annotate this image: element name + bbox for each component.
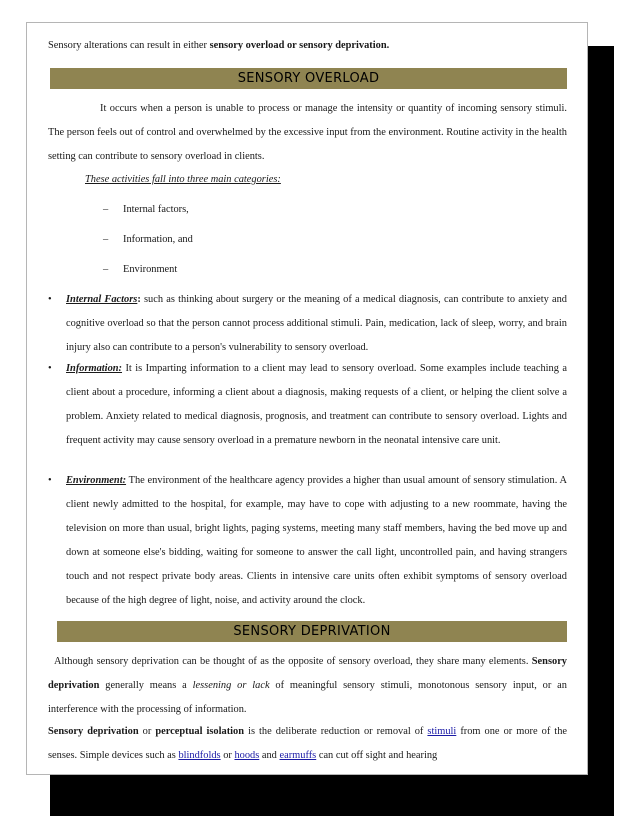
blindfolds-link[interactable]: blindfolds xyxy=(178,750,221,761)
deprivation-paragraph-2 xyxy=(48,720,567,768)
p2-or-2: or xyxy=(220,750,235,761)
intro-text: Sensory alterations can result in either xyxy=(48,40,210,51)
category-label: Environment xyxy=(123,264,178,275)
categories-intro xyxy=(85,168,567,192)
bullet-text xyxy=(66,357,567,453)
bullet-glyph: • xyxy=(48,363,52,374)
p2-mid: is the deliberate reduction or removal of xyxy=(244,726,428,737)
bullet-information xyxy=(48,357,567,453)
dash-glyph: – xyxy=(103,204,109,215)
p1-tail: of meaningful sensory stimuli, monotonous sensory input, or an interference with the processing of information. xyxy=(48,680,567,715)
p2-bold-term-1: Sensory deprivation xyxy=(48,726,139,737)
bullet-body: The environment of the healthcare agency provides a higher than usual amount of sensory stimulation. A client newly admitted to the hospital, for example, may have to cope with adjusting to a new roommate, having the television on more than usual, bright lights, paging systems, meeting many staff members, having the bed move up and down at someone else's bidding, waiting for someone to answer the call light, uncontrolled pain, and having strangers touch and not respect private body areas. Clients in intensive care units often exhibit symptoms of sensory overload because of the high degree of light, noise, and activity around the clock. xyxy=(66,475,567,606)
bullet-term: Environment: xyxy=(66,475,127,486)
category-label: Information, and xyxy=(123,234,193,245)
p2-or: or xyxy=(138,726,156,737)
p2-and: and xyxy=(259,750,280,761)
section-heading-deprivation xyxy=(57,621,567,642)
intro-paragraph xyxy=(48,34,567,58)
overload-paragraph: It occurs when a person is unable to process or manage the intensity or quantity of incoming sensory stimuli. The person feels out of control and overwhelmed by the excessive input from the environment. Routine activity in the health setting can contribute to sensory overload in clients. xyxy=(48,103,567,162)
p2-tail: can cut off sight and hearing xyxy=(316,750,438,761)
category-item xyxy=(103,198,189,222)
earmuffs-link[interactable]: earmuffs xyxy=(279,750,317,761)
heading-text: SENSORY OVERLOAD xyxy=(237,71,380,86)
bullet-text xyxy=(66,469,567,613)
p2-mid-2: from one or more of the senses. Simple devices such as xyxy=(48,726,567,761)
p1-bold-term: Sensory deprivation xyxy=(48,656,567,691)
section-heading-overload xyxy=(50,68,567,89)
bullet-body: such as thinking about surgery or the meaning of a medical diagnosis, can contribute to anxiety and cognitive overload so that the person cannot process additional stimuli. Pain, medication, lack of sleep, worry, and brain injury also can contribute to a person's vulnerability to sensory overload. xyxy=(66,294,568,353)
deprivation-paragraph-1 xyxy=(48,650,567,722)
bullet-glyph: • xyxy=(48,475,52,486)
p1-italic: lessening or lack xyxy=(192,680,270,691)
page-shadow-bottom xyxy=(50,775,614,816)
bullet-term: Information: xyxy=(66,363,123,374)
category-item xyxy=(103,228,193,252)
heading-text: SENSORY DEPRIVATION xyxy=(233,624,391,639)
dash-glyph: – xyxy=(103,234,109,245)
p1-mid: generally means a xyxy=(99,680,193,691)
p1-lead: Although sensory deprivation can be thought of as the opposite of sensory overload, they share many elements. xyxy=(54,656,532,667)
stimuli-link[interactable]: stimuli xyxy=(427,726,457,737)
bullet-body: It is Imparting information to a client may lead to sensory overload. Some examples include teaching a client about a procedure, informing a client about a diagnosis, making requests of a client, or helping the client solve a problem. Anxiety related to medical diagnosis, prognosis, and treatment can contribute to sensory overload. Lights and frequent activity may cause sensory overload in a premature newborn in the neonatal intensive care unit. xyxy=(66,363,567,446)
hoods-link[interactable]: hoods xyxy=(234,750,260,761)
category-item xyxy=(103,258,177,282)
document-page xyxy=(26,22,588,775)
bullet-glyph: • xyxy=(48,294,52,305)
categories-intro-text: These activities fall into three main categories: xyxy=(85,174,281,185)
bullet-internal-factors xyxy=(48,288,567,360)
dash-glyph: – xyxy=(103,264,109,275)
p2-bold-term-2: perceptual isolation xyxy=(155,726,245,737)
bullet-term-sep: : xyxy=(137,294,141,305)
page-shadow-right xyxy=(588,46,614,816)
bullet-environment xyxy=(48,469,567,613)
intro-bold: sensory overload or sensory deprivation. xyxy=(209,40,390,51)
bullet-term: Internal Factors xyxy=(66,294,138,305)
category-label: Internal factors, xyxy=(123,204,189,215)
bullet-text xyxy=(66,288,567,360)
